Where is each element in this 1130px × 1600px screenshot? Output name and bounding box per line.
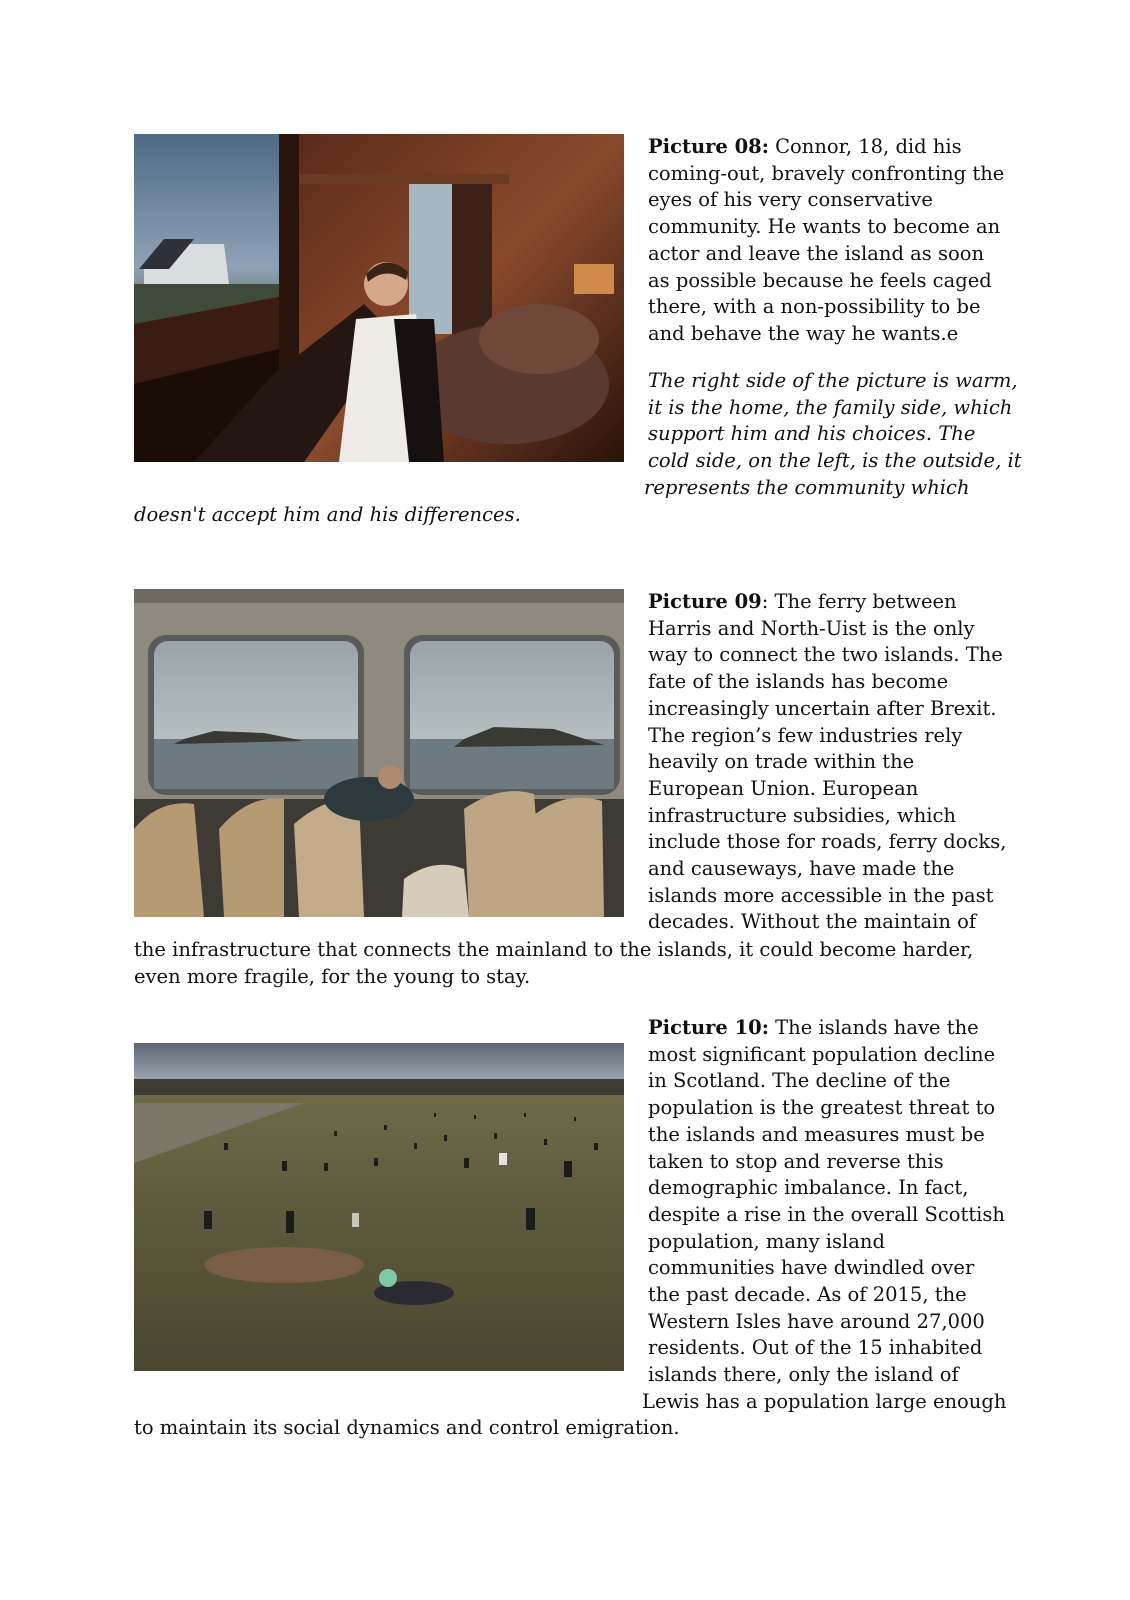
picture-08-line-1: Connor, 18, did his bbox=[775, 135, 962, 158]
picture-10-line-2: most significant population decline bbox=[648, 1042, 996, 1066]
photo-10-image bbox=[134, 1043, 624, 1371]
picture-09-line-6: The region’s few industries rely bbox=[648, 723, 963, 747]
picture-08-line-5: actor and leave the island as soon bbox=[648, 241, 985, 265]
photo-09-image bbox=[134, 589, 624, 917]
picture-10-tail-1: to maintain its social dynamics and control emigration. bbox=[134, 1416, 680, 1439]
picture-08-italic-note bbox=[644, 368, 1022, 502]
photo-10 bbox=[134, 1043, 624, 1371]
picture-08-italic-5: represents the community which bbox=[644, 475, 970, 499]
picture-10-label: Picture 10: bbox=[648, 1016, 769, 1039]
picture-08-line-4: community. He wants to become an bbox=[648, 215, 1001, 239]
picture-08-line-2: coming-out, bravely confronting the bbox=[648, 161, 1005, 185]
picture-10-line-11: the past decade. As of 2015, the bbox=[648, 1283, 967, 1307]
picture-08-line-6: as possible because he feels caged bbox=[648, 268, 992, 292]
picture-08-line-7: there, with a non-possibility to be bbox=[648, 295, 981, 319]
picture-08-italic-1: The right side of the picture is warm, bbox=[648, 369, 1018, 392]
photo-09 bbox=[134, 589, 624, 917]
picture-09-line-3: way to connect the two islands. The bbox=[648, 643, 1003, 667]
picture-09-line-9: infrastructure subsidies, which bbox=[648, 803, 956, 827]
picture-09-line-5: increasingly uncertain after Brexit. bbox=[648, 696, 997, 720]
picture-09-line-7: heavily on trade within the bbox=[648, 750, 915, 774]
picture-08-tail-1: doesn't accept him and his differences. bbox=[134, 503, 521, 526]
picture-10-line-13: residents. Out of the 15 inhabited bbox=[648, 1336, 983, 1360]
picture-09-line-10: include those for roads, ferry docks, bbox=[648, 830, 1007, 854]
picture-10-line-7: demographic imbalance. In fact, bbox=[648, 1176, 969, 1200]
picture-10-line-5: the islands and measures must be bbox=[648, 1122, 985, 1146]
picture-08-label: Picture 08: bbox=[648, 135, 769, 158]
picture-09-line-11: and causeways, have made the bbox=[648, 857, 955, 881]
photo-08 bbox=[134, 134, 624, 462]
picture-09-line-4: fate of the islands has become bbox=[648, 670, 949, 694]
picture-10-line-12: Western Isles have around 27,000 bbox=[648, 1309, 985, 1333]
picture-10-first-line: The islands have the bbox=[768, 1016, 979, 1039]
picture-08-line-3: eyes of his very conservative bbox=[648, 188, 933, 212]
picture-10-line-15: Lewis has a population large enough bbox=[642, 1389, 1007, 1413]
picture-09-tail bbox=[134, 937, 973, 990]
picture-09-caption bbox=[648, 589, 1006, 936]
picture-10-caption bbox=[642, 1015, 1007, 1416]
picture-10-line-8: despite a rise in the overall Scottish bbox=[648, 1202, 1005, 1226]
picture-09-line-13: decades. Without the maintain of bbox=[648, 910, 977, 934]
picture-09-tail-2: even more fragile, for the young to stay. bbox=[134, 964, 531, 988]
picture-08-italic-4: cold side, on the left, is the outside, it bbox=[648, 449, 1022, 473]
picture-09-label: Picture 09 bbox=[648, 590, 762, 613]
picture-08-caption bbox=[648, 134, 1004, 348]
photo-08-image bbox=[134, 134, 624, 462]
picture-10-line-14: islands there, only the island of bbox=[648, 1363, 959, 1387]
picture-08-italic-2: it is the home, the family side, which bbox=[648, 395, 1013, 419]
picture-09-tail-1: the infrastructure that connects the mainland to the islands, it could become harder, bbox=[134, 938, 974, 961]
picture-09-line-8: European Union. European bbox=[648, 776, 919, 800]
picture-10-line-6: taken to stop and reverse this bbox=[648, 1149, 944, 1173]
picture-09-line-12: islands more accessible in the past bbox=[648, 883, 994, 907]
picture-09-line-2: Harris and North-Uist is the only bbox=[648, 616, 975, 640]
picture-10-line-9: population, many island bbox=[648, 1229, 885, 1253]
picture-08-line-8: and behave the way he wants.e bbox=[648, 321, 959, 345]
picture-10-line-4: population is the greatest threat to bbox=[648, 1096, 996, 1120]
picture-10-line-3: in Scotland. The decline of the bbox=[648, 1069, 951, 1093]
picture-08-italic-3: support him and his choices. The bbox=[648, 422, 976, 446]
picture-09-first-line: The ferry between bbox=[768, 590, 957, 613]
picture-10-line-10: communities have dwindled over bbox=[648, 1256, 975, 1280]
picture-10-tail bbox=[134, 1415, 680, 1442]
picture-09-label-sep: : bbox=[761, 590, 769, 613]
picture-08-italic-tail bbox=[134, 502, 521, 529]
